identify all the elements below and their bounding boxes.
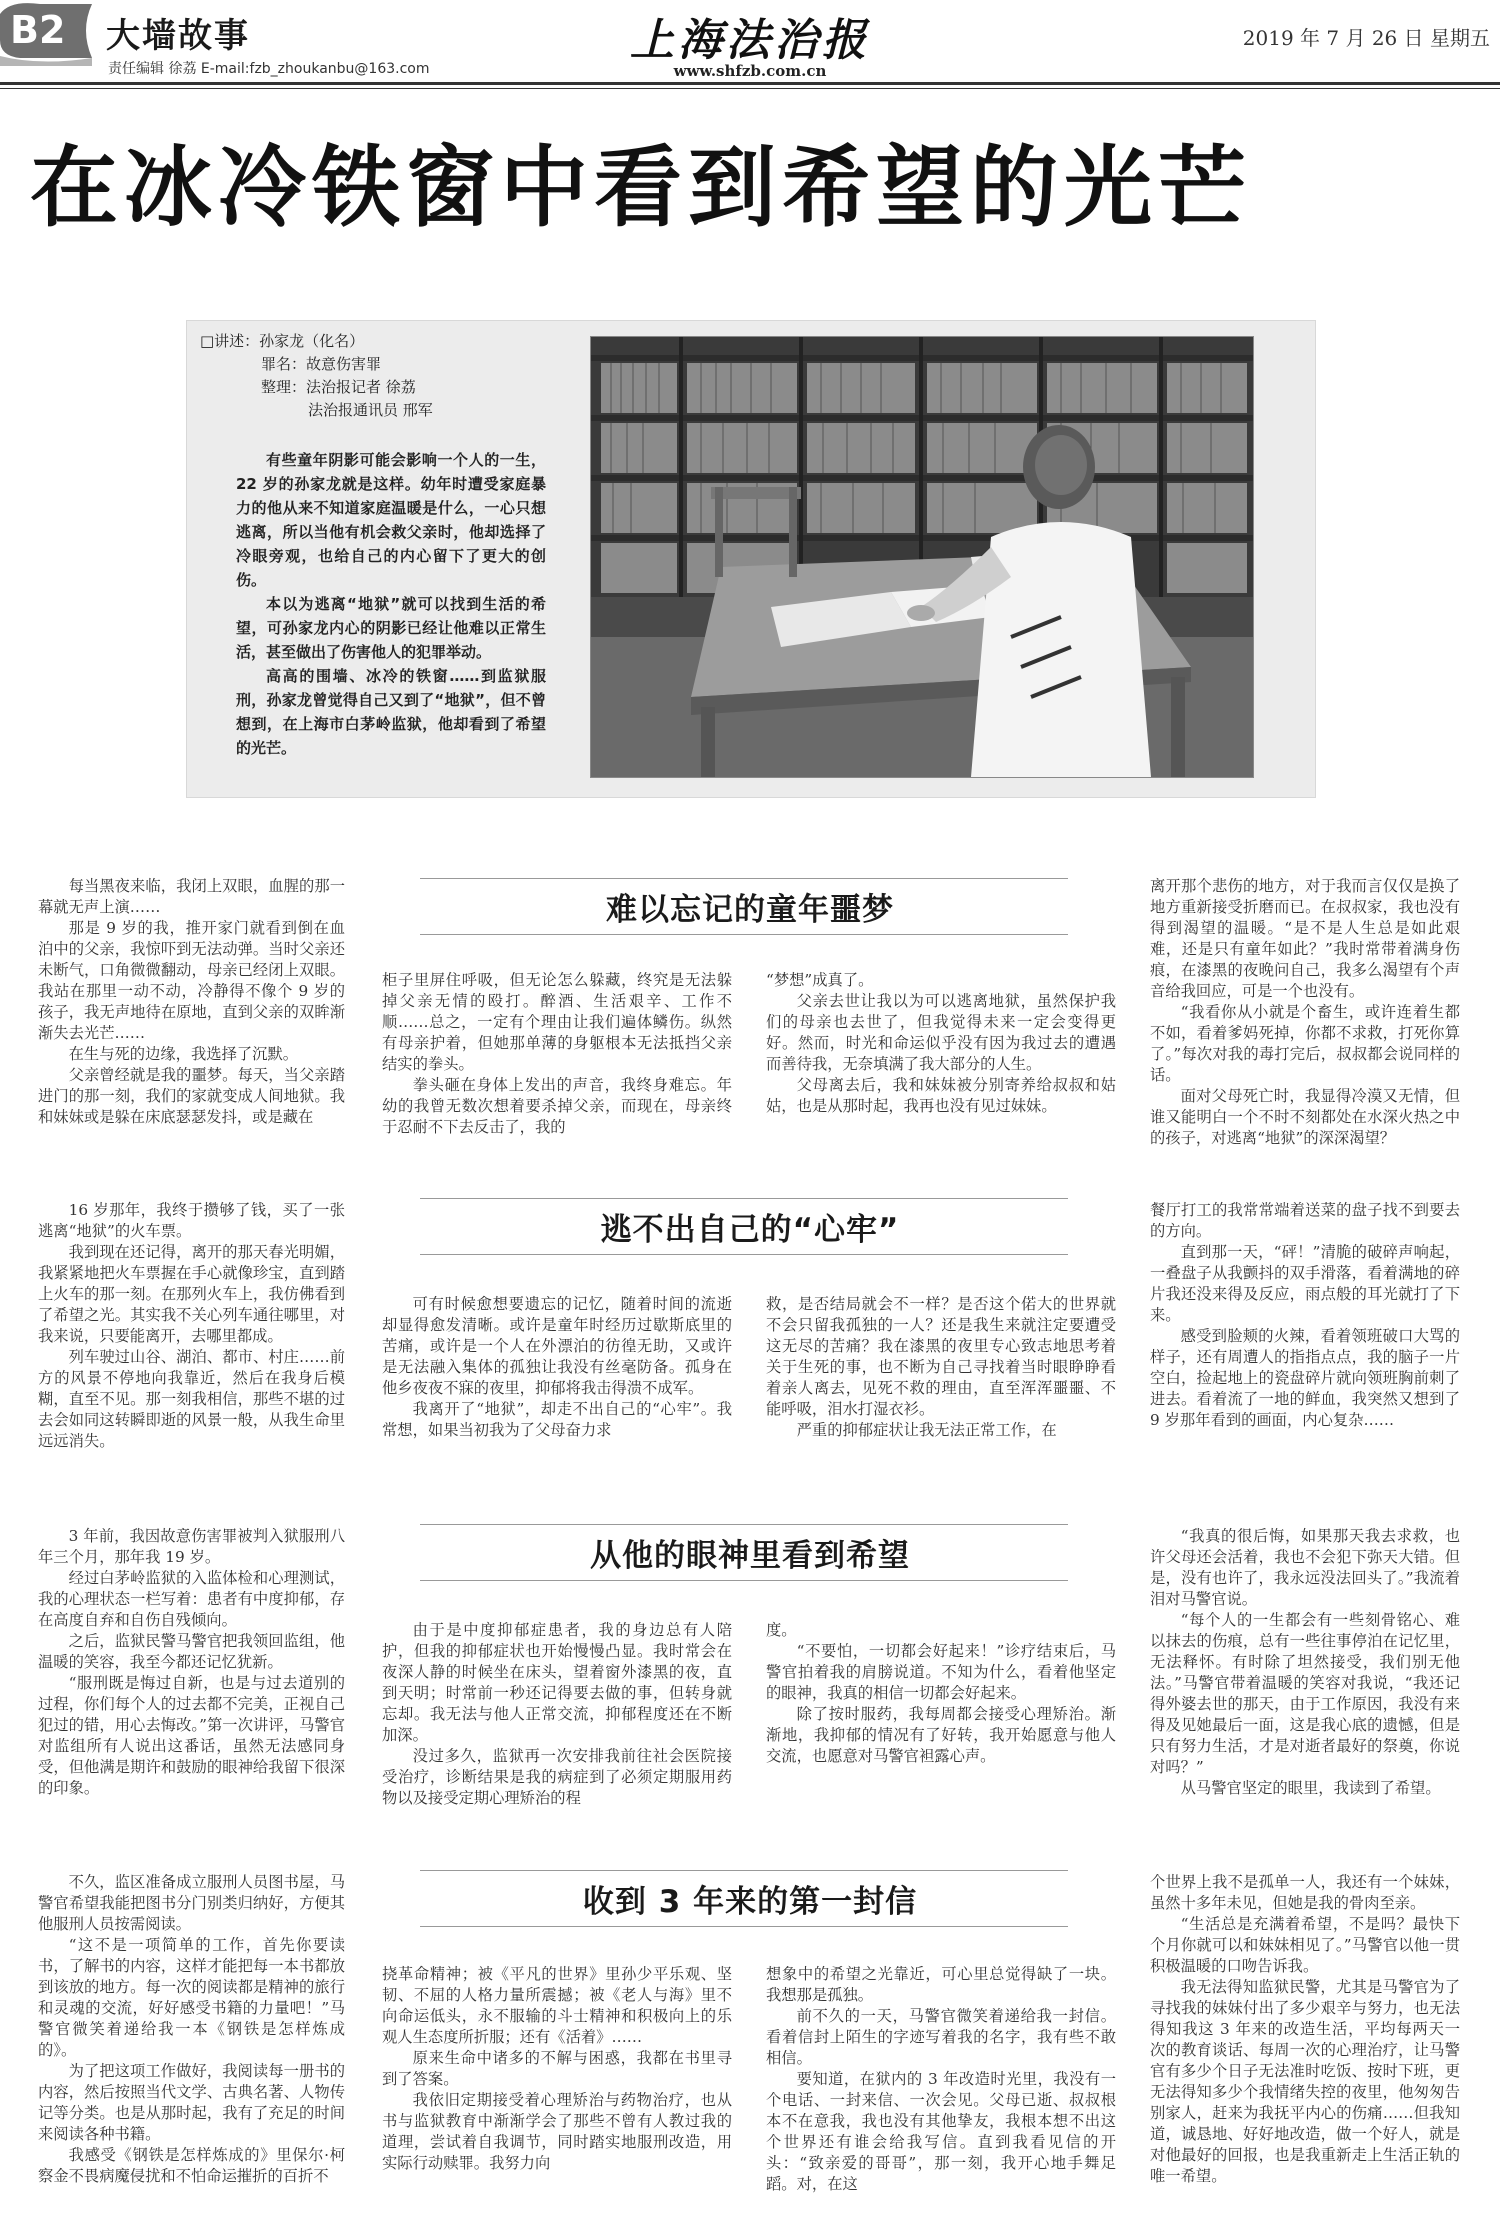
section3-column3 [766,1620,1116,1767]
section1-column3 [766,970,1116,1117]
subhead-2: 逃不出自己的“心牢” [600,1212,900,1248]
subhead-rule [420,1524,1068,1525]
paragraph: 列车驶过山谷、湖泊、都市、村庄……前方的风景不停地向我靠近，然后在我身后模糊，直至不见。那一刻我相信，那些不堪的过去会如同这转瞬即逝的风景一般，从我生命里远远消失。 [38,1348,345,1450]
subhead-1: 难以忘记的童年噩梦 [606,892,894,928]
headline: 在冰冷铁窗中看到希望的光芒 [30,136,1253,239]
paragraph: 16 岁那年，我终于攒够了钱，买了一张逃离“地狱”的火车票。 [38,1201,345,1240]
lead-paragraph: 有些童年阴影可能会影响一个人的一生，22 岁的孙家龙就是这样。幼年时遭受家庭暴力的他从来不知道家庭温暖是什么，一心只想逃离，所以当他有机会救父亲时，他却选择了冷眼旁观，也给自己的内心留下了更大的创伤。 [236,451,546,589]
paragraph: 那是 9 岁的我，推开家门就看到倒在血泊中的父亲，我惊吓到无法动弹。当时父亲还未断气，口角微微翻动，母亲已经闭上双眼。我站在那里一动不动，冷静得不像个 9 岁的孩子，我无声地待在原地，直到父亲的双眸渐渐失去光芒…… [38,919,345,1042]
paragraph: 度。 [766,1621,797,1639]
credit-editor: 整理：法治报记者 徐荔 [261,378,416,396]
paragraph: 要知道，在狱内的 3 年改造时光里，我没有一个电话、一封来信、一次会见。父母已逝、叔叔根本不在意我，我也没有其他挚友，我根本想不出这个世界还有谁会给我写信。直到我看见信的开头：“致亲爱的哥哥”，那一刻，我开心地手舞足蹈。对，在这 [766,2070,1116,2193]
subhead-rule [420,878,1068,879]
page-number: B2 [10,8,66,52]
paragraph: 父亲曾经就是我的噩梦。每天，当父亲踏进门的那一刻，我们的家就变成人间地狱。我和妹妹或是躲在床底瑟瑟发抖，或是藏在 [38,1066,345,1126]
section3-column4 [1150,1526,1460,1799]
section1-column4 [1150,876,1460,1149]
editor-credit: 责任编辑 徐荔 E-mail:fzb_zhoukanbu@163.com [108,61,430,77]
paragraph: 每当黑夜来临，我闭上双眼，血腥的那一幕就无声上演…… [38,877,345,916]
section3-column1 [38,1526,345,1799]
section4-column2 [382,1964,732,2174]
header-rule [0,82,1500,85]
library-photo [590,336,1254,778]
paragraph: 严重的抑郁症状让我无法正常工作，在 [796,1421,1057,1439]
paragraph: 我无法得知监狱民警，尤其是马警官为了寻找我的妹妹付出了多少艰辛与努力，也无法得知我这 3 年来的改造生活，平均每两天一次的教育谈话、每周一次的心理治疗，让马警官有多少个日子无法准时吃饭、按时下班，更无法得知多少个我情绪失控的夜里，他匆匆告别家人，赶来为我抚平内心的伤痛……但我知道，诚恳地、好好地改造，做一个好人，就是对他最好的回报，也是我重新走上生活正轨的唯一希望。 [1150,1978,1460,2185]
paragraph: 父亲去世让我以为可以逃离地狱，虽然保护我们的母亲也去世了，但我觉得未来一定会变得更好。然而，时光和命运似乎没有因为我过去的遭遇而善待我，无奈填满了我大部分的人生。 [766,992,1116,1073]
paragraph: 从马警官坚定的眼里，我读到了希望。 [1180,1779,1441,1797]
paragraph: 餐厅打工的我常常端着送菜的盘子找不到要去的方向。 [1150,1201,1460,1240]
paragraph: 救，是否结局就会不一样？是否这个偌大的世界就不会只留我孤独的一人？还是我生来就注定要遭受这无尽的苦痛？我在漆黑的夜里专心致志地思考着关于生死的事，也不断为自己寻找着当时眼睁睁看着亲人离去，见死不救的理由，直至浑浑噩噩、不能呼吸，泪水打湿衣衫。 [766,1295,1116,1418]
credits [200,330,580,422]
paragraph: “生活总是充满着希望，不是吗？最快下个月你就可以和妹妹相见了。”马警官以他一贯积极温暖的口吻告诉我。 [1150,1915,1460,1975]
lead-paragraph: 高高的围墙、冰冷的铁窗……到监狱服刑，孙家龙曾觉得自己又到了“地狱”，但不曾想到，在上海市白茅岭监狱，他却看到了希望的光芒。 [236,667,546,757]
paragraph: 之后，监狱民警马警官把我领回监组，他温暖的笑容，我至今都还记忆犹新。 [38,1632,345,1671]
paragraph: 挠革命精神；被《平凡的世界》里孙少平乐观、坚韧、不屈的人格力量所震撼；被《老人与海》里不向命运低头，永不服输的斗士精神和积极向上的乐观人生态度所折服；还有《活着》…… [382,1965,732,2046]
paragraph: 我依旧定期接受着心理矫治与药物治疗，也从书与监狱教育中渐渐学会了那些不曾有人教过我的道理，尝试着自我调节，同时踏实地服刑改造，用实际行动赎罪。我努力向 [382,2091,732,2172]
issue-date: 2019 年 7 月 26 日 星期五 [1242,26,1490,50]
paragraph: “不要怕，一切都会好起来！”诊疗结束后，马警官拍着我的肩膀说道。不知为什么，看着他坚定的眼神，我真的相信一切都会好起来。 [766,1642,1116,1702]
paragraph: “服刑既是悔过自新，也是与过去道别的过程，你们每个人的过去都不完美，正视自己犯过的错，用心去悔改。”第一次讲评，马警官对监组所有人说出这番话，虽然无法感同身受，但他满是期许和鼓励的眼神给我留下很深的印象。 [38,1674,345,1797]
paragraph: 没过多久，监狱再一次安排我前往社会医院接受治疗，诊断结果是我的病症到了必须定期服用药物以及接受定期心理矫治的程 [382,1747,732,1807]
paragraph: 想象中的希望之光靠近，可心里总觉得缺了一块。我想那是孤独。 [766,1965,1116,2004]
paragraph: “我真的很后悔，如果那天我去求救，也许父母还会活着，我也不会犯下弥天大错。但是，没有也许了，我永远没法回头了。”我流着泪对马警官说。 [1150,1527,1460,1608]
paragraph: 除了按时服药，我每周都会接受心理矫治。渐渐地，我抑郁的情况有了好转，我开始愿意与他人交流，也愿意对马警官袒露心声。 [766,1705,1116,1765]
section4-column1 [38,1872,345,2187]
paragraph: “我看你从小就是个畜生，或许连着生都不如，看着爹妈死掉，你都不求救，打死你算了。”每次对我的毒打完后，叔叔都会说同样的话。 [1150,1003,1460,1084]
subhead-3: 从他的眼神里看到希望 [590,1538,910,1574]
section1-column2 [382,970,732,1138]
paragraph: “这不是一项简单的工作，首先你要读书，了解书的内容，这样才能把每一本书都放到该放的地方。每一次的阅读都是精神的旅行和灵魂的交流，好好感受书籍的力量吧！”马警官微笑着递给我一本《钢铁是怎样炼成的》。 [38,1936,345,2059]
lead-paragraph: 本以为逃离“地狱”就可以找到生活的希望，可孙家龙内心的阴影已经让他难以正常生活，甚至做出了伤害他人的犯罪举动。 [236,595,546,661]
subhead-rule [420,1254,1068,1255]
paragraph: 我到现在还记得，离开的那天春光明媚，我紧紧地把火车票握在手心就像珍宝，直到踏上火车的那一刻。在那列火车上，我仿佛看到了希望之光。其实我不关心列车通往哪里，对我来说，只要能离开，去哪里都成。 [38,1243,345,1345]
credit-correspondent: 法治报通讯员 邢军 [308,401,433,419]
paragraph: 直到那一天，“砰！”清脆的破碎声响起，一叠盘子从我颤抖的双手滑落，看着满地的碎片我还没来得及反应，雨点般的耳光就打了下来。 [1150,1243,1460,1324]
paragraph: 3 年前，我因故意伤害罪被判入狱服刑八年三个月，那年我 19 岁。 [38,1527,345,1566]
subhead-rule [420,1870,1068,1871]
website-link[interactable]: www.shfzb.com.cn [673,62,827,80]
paragraph: 离开那个悲伤的地方，对于我而言仅仅是换了地方重新接受折磨而已。在叔叔家，我也没有得到渴望的温暖。“是不是人生总是如此艰难，还是只有童年如此？”我时常带着满身伤痕，在漆黑的夜晚问自己，我多么渴望有个声音给我回应，可是一个也没有。 [1150,877,1460,1000]
section4-column4 [1150,1872,1460,2187]
paragraph: 拳头砸在身体上发出的声音，我终身难忘。年幼的我曾无数次想着要杀掉父亲，而现在，母亲终于忍耐不下去反击了，我的 [382,1076,732,1136]
paragraph: 柜子里屏住呼吸，但无论怎么躲藏，终究是无法躲掉父亲无情的殴打。醉酒、生活艰辛、工作不顺……总之，一定有个理由让我们遍体鳞伤。纵然有母亲护着，但她那单薄的身躯根本无法抵挡父亲结实的拳头。 [382,971,732,1073]
newspaper-logo: 上海法治报 [630,15,870,66]
subhead-4: 收到 3 年来的第一封信 [582,1884,918,1920]
subhead-rule [420,1926,1068,1927]
section4-column3 [766,1964,1116,2195]
section1-column1 [38,876,345,1128]
subhead-rule [420,1580,1068,1581]
paragraph: “梦想”成真了。 [766,971,874,989]
section2-column3 [766,1294,1116,1441]
paragraph: 个世界上我不是孤单一人，我还有一个妹妹，虽然十多年未见，但她是我的骨肉至亲。 [1150,1873,1460,1912]
header-rule-thin [0,88,1500,89]
section2-column4 [1150,1200,1460,1431]
paragraph: 感受到脸颊的火辣，看着领班破口大骂的样子，还有周遭人的指指点点，我的脑子一片空白，捡起地上的瓷盘碎片就向领班胸前刺了进去。看着流了一地的鲜血，我突然又想到了 9 岁那年看到的画面，内心复杂…… [1150,1327,1460,1429]
subhead-rule [420,1198,1068,1199]
section-title: 大墙故事 [106,16,250,56]
lead-text [236,448,546,760]
paragraph: 经过白茅岭监狱的入监体检和心理测试，我的心理状态一栏写着：患者有中度抑郁，存在高度自弃和自伤自残倾向。 [38,1569,345,1629]
paragraph: 父母离去后，我和妹妹被分别寄养给叔叔和姑姑，也是从那时起，我再也没有见过妹妹。 [766,1076,1116,1115]
section2-column2 [382,1294,732,1441]
credit-narrator: □讲述：孙家龙（化名） [200,332,365,350]
paragraph: “每个人的一生都会有一些刻骨铭心、难以抹去的伤痕，总有一些往事停泊在记忆里，无法释怀。有时除了坦然接受，我们别无他法。”马警官带着温暖的笑容对我说，“我还记得外婆去世的那天，由于工作原因，我没有来得及见她最后一面，这是我心底的遗憾，但是只有努力生活，才是对逝者最好的祭奠，你说对吗？” [1150,1611,1460,1776]
paragraph: 面对父母死亡时，我显得冷漠又无情，但谁又能明白一个不时不刻都处在水深火热之中的孩子，对逃离“地狱”的深深渴望？ [1150,1087,1460,1147]
paragraph: 前不久的一天，马警官微笑着递给我一封信。看着信封上陌生的字迹写着我的名字，我有些不敢相信。 [766,2007,1116,2067]
paragraph: 在生与死的边缘，我选择了沉默。 [68,1045,299,1063]
paragraph: 由于是中度抑郁症患者，我的身边总有人陪护，但我的抑郁症状也开始慢慢凸显。我时常会在夜深人静的时候坐在床头，望着窗外漆黑的夜，直到天明；时常前一秒还记得要去做的事，但转身就忘却。我无法与他人正常交流，抑郁程度还在不断加深。 [382,1621,732,1744]
subhead-rule [420,934,1068,935]
paragraph: 原来生命中诸多的不解与困惑，我都在书里寻到了答案。 [382,2049,732,2088]
credit-crime: 罪名：故意伤害罪 [261,355,382,373]
section3-column2 [382,1620,732,1809]
section2-column1 [38,1200,345,1452]
paragraph: 我离开了“地狱”，却走不出自己的“心牢”。我常想，如果当初我为了父母奋力求 [382,1400,732,1439]
paragraph: 为了把这项工作做好，我阅读每一册书的内容，然后按照当代文学、古典名著、人物传记等分类。也是从那时起，我有了充足的时间来阅读各种书籍。 [38,2062,345,2143]
paragraph: 不久，监区准备成立服刑人员图书屋，马警官希望我能把图书分门别类归纳好，方便其他服刑人员按需阅读。 [38,1873,345,1933]
paragraph: 我感受《钢铁是怎样炼成的》里保尔·柯察金不畏病魔侵扰和不怕命运摧折的百折不 [38,2146,345,2185]
paragraph: 可有时候愈想要遗忘的记忆，随着时间的流逝却显得愈发清晰。或许是童年时经历过歇斯底里的苦痛，或许是一个人在外漂泊的彷徨无助，又或许是无法融入集体的孤独让我没有丝毫防备。孤身在他乡夜夜不寐的夜里，抑郁将我击得溃不成军。 [382,1295,732,1397]
